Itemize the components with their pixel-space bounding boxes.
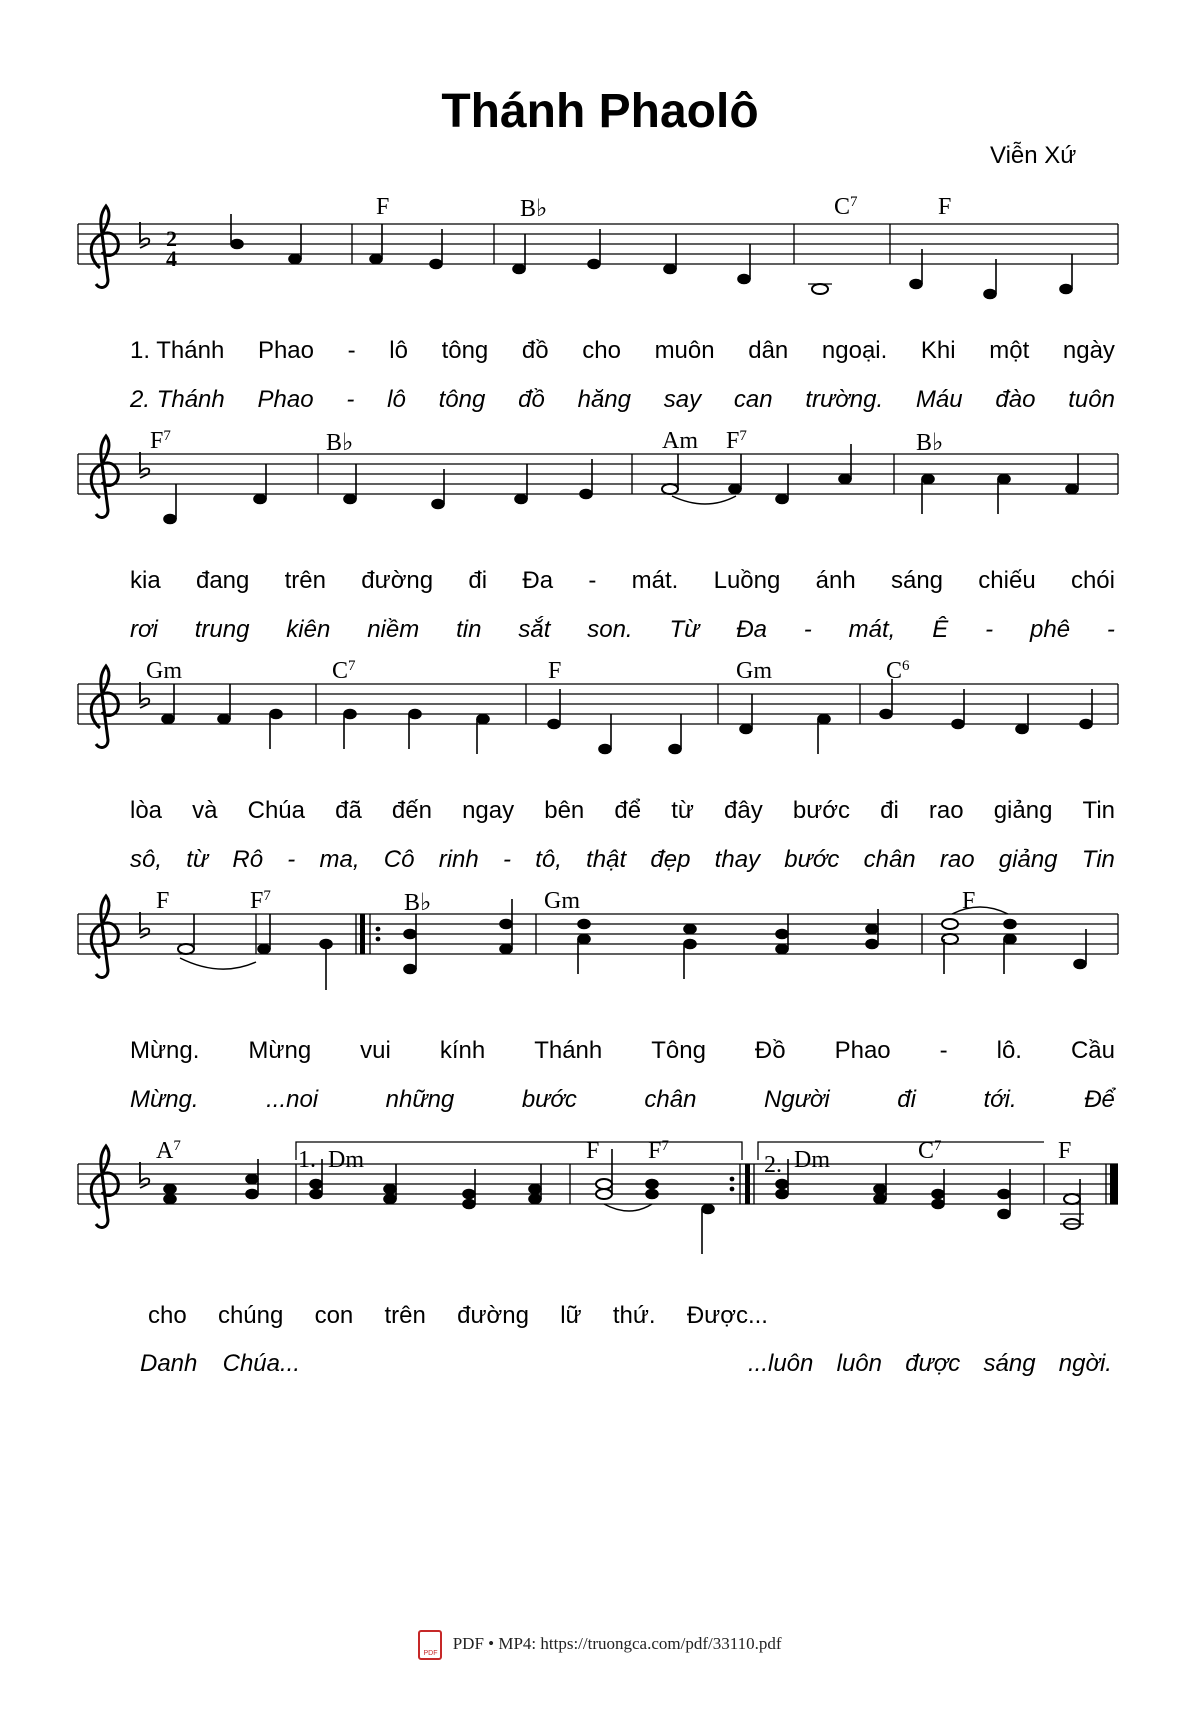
lyric-syllable: trên: [384, 1302, 426, 1329]
lyric-syllable: Mừng.: [130, 1037, 200, 1064]
chord-symbol: Am: [662, 428, 698, 454]
lyric-syllable: ...noi: [266, 1086, 319, 1113]
lyric-syllable: lô: [387, 386, 406, 413]
chord-symbol: F: [156, 888, 170, 914]
lyric-syllable: Luồng: [713, 567, 781, 594]
chord-symbol: $F^7$: [648, 1138, 669, 1164]
lyric-syllable: -: [588, 567, 597, 594]
lyric-syllable: Đa: [522, 567, 554, 594]
lyric-syllable: kia: [130, 567, 161, 594]
lyric-syllable: giảng: [993, 797, 1053, 824]
lyric-syllable: Phao: [257, 386, 314, 413]
lyric-syllable: Rô: [232, 846, 264, 873]
chord-symbol: $C^6$: [886, 658, 910, 684]
lyric-syllable: thật: [586, 846, 627, 873]
lyrics-verse-2-line-5-left: [140, 1350, 300, 1378]
lyric-syllable: chói: [1070, 567, 1115, 594]
lyric-syllable: can: [733, 386, 773, 413]
lyric-syllable: 1. Thánh: [130, 337, 225, 364]
lyric-syllable: và: [192, 797, 218, 824]
lyric-syllable: đi: [897, 1086, 916, 1113]
lyric-syllable: rao: [939, 846, 975, 873]
lyric-syllable: -: [1106, 616, 1115, 643]
lyric-syllable: đang: [195, 567, 250, 594]
lyric-syllable: niềm: [367, 616, 420, 643]
chord-symbol: B♭: [404, 890, 432, 916]
lyric-syllable: đây: [724, 797, 763, 824]
lyric-syllable: Thánh: [534, 1037, 603, 1064]
lyric-syllable: Tin: [1082, 797, 1115, 824]
lyric-syllable: -: [803, 616, 812, 643]
lyric-syllable: bên: [544, 797, 585, 824]
chord-symbol: $A^7$: [156, 1138, 181, 1164]
lyric-syllable: tới.: [983, 1086, 1017, 1113]
lyric-syllable: lữ: [560, 1302, 582, 1329]
lyrics-verse-1-line-3: [130, 797, 1115, 825]
lyric-syllable: thứ.: [612, 1302, 656, 1329]
lyric-syllable: rinh: [438, 846, 479, 873]
lyric-syllable: -: [347, 337, 356, 364]
lyric-syllable: Đồ: [754, 1037, 786, 1064]
chord-symbol: F: [586, 1138, 600, 1164]
lyric-syllable: đường: [457, 1302, 529, 1329]
lyric-syllable: đồ: [518, 386, 545, 413]
lyric-syllable: say: [663, 386, 702, 413]
lyric-syllable: Chúa...: [222, 1350, 300, 1377]
footer-link[interactable]: [0, 1630, 1200, 1660]
svg-text:2: 2: [166, 226, 177, 251]
lyric-syllable: son.: [587, 616, 633, 643]
lyric-syllable: vui: [360, 1037, 391, 1064]
lyric-syllable: những: [385, 1086, 455, 1113]
lyric-syllable: Chúa: [247, 797, 305, 824]
chord-symbol: F: [962, 888, 976, 914]
lyric-syllable: chân: [863, 846, 916, 873]
lyric-syllable: muôn: [654, 337, 715, 364]
composer-name: Viễn Xứ: [990, 142, 1077, 169]
lyric-syllable: -: [346, 386, 355, 413]
chord-symbol: Gm: [544, 888, 580, 914]
lyric-syllable: luôn: [836, 1350, 882, 1377]
lyric-syllable: sáng: [983, 1350, 1036, 1377]
lyric-syllable: lô.: [996, 1037, 1022, 1064]
lyric-syllable: Đa: [736, 616, 767, 643]
lyric-syllable: để: [614, 797, 642, 824]
song-title: Thánh Phaolô: [441, 85, 759, 138]
lyric-syllable: lô: [389, 337, 408, 364]
lyrics-verse-1-line-4: [130, 1037, 1115, 1065]
staff-line-2: [78, 436, 1118, 524]
staff-line-3: [78, 666, 1118, 754]
lyric-syllable: hăng: [577, 386, 631, 413]
lyric-syllable: mát,: [848, 616, 896, 643]
staff-line-1: [78, 206, 1118, 299]
lyric-syllable: Mừng.: [130, 1086, 199, 1113]
lyric-syllable: kiên: [286, 616, 331, 643]
lyric-syllable: Máu: [915, 386, 963, 413]
chord-symbol: F: [376, 194, 390, 220]
lyric-syllable: rao: [928, 797, 964, 824]
lyric-syllable: sáng: [890, 567, 944, 594]
chord-symbol: F: [938, 194, 952, 220]
chord-symbol: $C^7$: [332, 658, 356, 684]
lyric-syllable: chân: [644, 1086, 697, 1113]
chord-symbol: B♭: [916, 430, 944, 456]
lyric-syllable: Mừng: [248, 1037, 312, 1064]
lyrics-verse-1-line-2: [130, 567, 1115, 595]
lyric-syllable: Tin: [1081, 846, 1115, 873]
chord-symbol: F: [548, 658, 562, 684]
lyric-syllable: Để: [1084, 1086, 1115, 1113]
lyric-syllable: Ê: [932, 616, 949, 643]
lyric-syllable: Người: [764, 1086, 830, 1113]
footer-text: PDF • MP4: https://truongca.com/pdf/33110.pdf: [452, 1633, 782, 1653]
lyric-syllable: ngoại.: [821, 337, 888, 364]
lyric-syllable: dân: [748, 337, 789, 364]
lyrics-verse-2-line-1: [130, 386, 1115, 414]
lyric-syllable: kính: [439, 1037, 486, 1064]
lyric-syllable: một: [989, 337, 1030, 364]
chord-symbol: Gm: [736, 658, 772, 684]
chord-symbol: $C^7$: [834, 194, 858, 220]
lyric-syllable: chiếu: [978, 567, 1036, 594]
lyric-syllable: -: [287, 846, 296, 873]
lyric-syllable: 2. Thánh: [130, 386, 225, 413]
lyric-syllable: đi: [468, 567, 488, 594]
lyric-syllable: Cô: [383, 846, 415, 873]
lyric-syllable: Được...: [686, 1302, 768, 1329]
lyric-syllable: tô,: [535, 846, 562, 873]
lyric-syllable: tông: [438, 386, 486, 413]
lyrics-verse-1-line-1: [130, 337, 1115, 365]
lyric-syllable: cho: [582, 337, 621, 364]
lyric-syllable: giảng: [998, 846, 1058, 873]
lyric-syllable: ngời.: [1058, 1350, 1112, 1377]
lyric-syllable: tin: [456, 616, 482, 643]
lyric-syllable: phê: [1030, 616, 1071, 643]
pdf-file-icon: PDF: [418, 1630, 442, 1660]
chord-symbol: $C^7$: [918, 1138, 942, 1164]
chord-symbol: $F^7$: [250, 888, 271, 914]
svg-text:4: 4: [166, 246, 177, 271]
lyric-syllable: -: [502, 846, 511, 873]
lyric-syllable: Danh: [140, 1350, 198, 1377]
lyrics-verse-1-line-5: [148, 1302, 768, 1330]
chord-symbol: Dm: [794, 1147, 830, 1173]
lyric-syllable: bước: [792, 797, 850, 824]
volta-2-label: 2.: [764, 1152, 782, 1178]
lyric-syllable: -: [939, 1037, 948, 1064]
chord-symbol: Dm: [328, 1147, 364, 1173]
lyrics-verse-2-line-3: [130, 846, 1115, 874]
chord-symbol: $F^7$: [150, 428, 171, 454]
lyric-syllable: bước: [521, 1086, 577, 1113]
lyric-syllable: từ: [671, 797, 694, 824]
lyric-syllable: Khi: [920, 337, 956, 364]
lyric-syllable: trường.: [805, 386, 884, 413]
lyric-syllable: đẹp: [650, 846, 691, 873]
lyric-syllable: trên: [284, 567, 326, 594]
lyric-syllable: -: [985, 616, 994, 643]
lyric-syllable: ngày: [1062, 337, 1115, 364]
chord-symbol: B♭: [520, 196, 548, 222]
lyric-syllable: Từ: [669, 616, 700, 643]
lyric-syllable: sắt: [518, 616, 551, 643]
lyric-syllable: ngay: [462, 797, 515, 824]
lyric-syllable: Phao: [257, 337, 314, 364]
lyric-syllable: từ: [186, 846, 209, 873]
lyric-syllable: rơi: [130, 616, 158, 643]
lyric-syllable: đi: [880, 797, 899, 824]
lyric-syllable: lòa: [130, 797, 163, 824]
lyric-syllable: đã: [335, 797, 362, 824]
lyric-syllable: ánh: [815, 567, 856, 594]
lyric-syllable: Cầu: [1070, 1037, 1115, 1064]
lyric-syllable: được: [905, 1350, 961, 1377]
lyric-syllable: sô,: [130, 846, 163, 873]
lyrics-verse-2-line-4: [130, 1086, 1115, 1114]
chord-symbol: F: [1058, 1138, 1072, 1164]
lyric-syllable: ...luôn: [748, 1350, 814, 1377]
lyrics-verse-2-line-5-right: [748, 1350, 1112, 1378]
lyric-syllable: đến: [391, 797, 432, 824]
lyric-syllable: Phao: [834, 1037, 891, 1064]
lyric-syllable: mát.: [631, 567, 679, 594]
lyric-syllable: cho: [148, 1302, 187, 1329]
lyric-syllable: chúng: [217, 1302, 284, 1329]
chord-symbol: $F^7$: [726, 428, 747, 454]
lyric-syllable: Tông: [651, 1037, 706, 1064]
lyric-syllable: tuôn: [1068, 386, 1115, 413]
lyric-syllable: tông: [441, 337, 489, 364]
chord-symbol: Gm: [146, 658, 182, 684]
lyric-syllable: đào: [995, 386, 1036, 413]
chord-symbol: B♭: [326, 430, 354, 456]
lyric-syllable: thay: [714, 846, 761, 873]
lyric-syllable: đồ: [521, 337, 549, 364]
lyric-syllable: đường: [361, 567, 434, 594]
lyric-syllable: ma,: [319, 846, 360, 873]
lyrics-verse-2-line-2: [130, 616, 1115, 644]
lyric-syllable: con: [314, 1302, 354, 1329]
lyric-syllable: trung: [194, 616, 250, 643]
volta-1-label: 1.: [298, 1147, 316, 1173]
lyric-syllable: bước: [784, 846, 840, 873]
